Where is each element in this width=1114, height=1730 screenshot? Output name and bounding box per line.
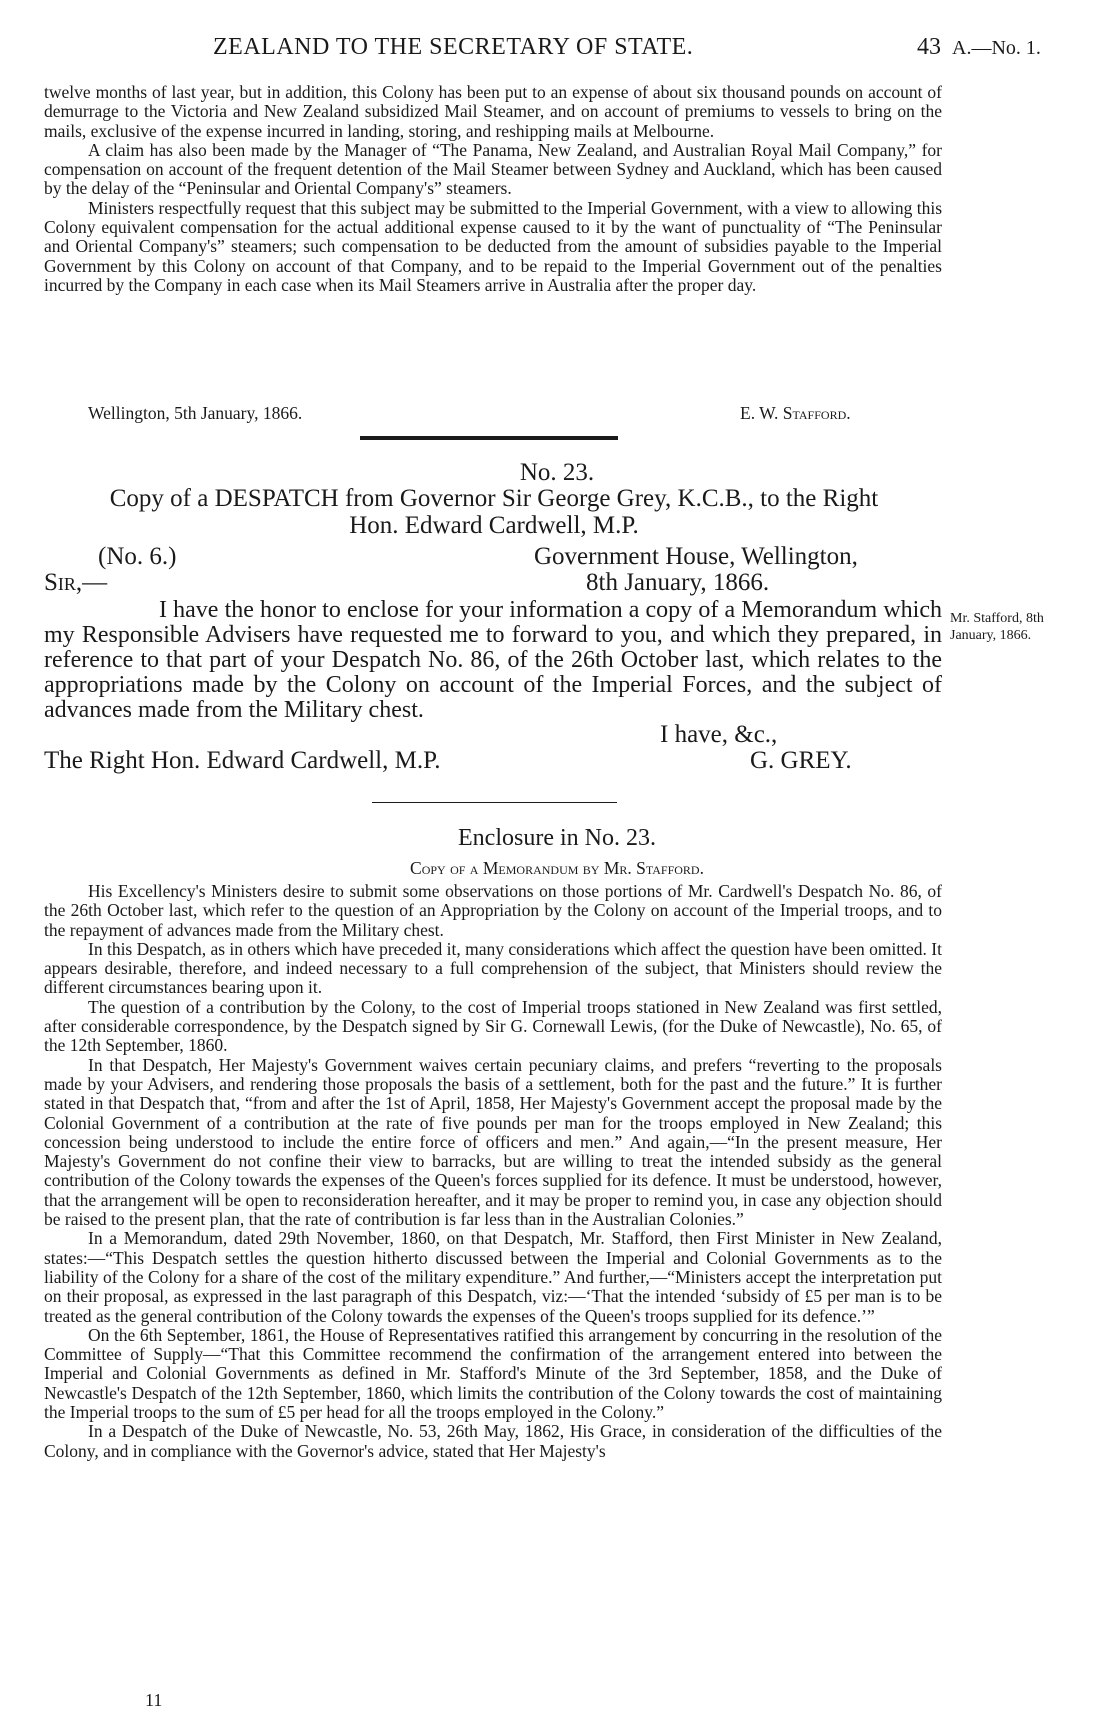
despatch-title-line: Copy of a DESPATCH from Governor Sir George Grey, K.C.B., to the Right bbox=[109, 485, 879, 512]
memo-paragraph: twelve months of last year, but in addition, this Colony has been put to an expense of about six thousand pounds on account of demurrage to the Victoria and New Zealand subsidized Mail Steamer, and on account of premiums to vessels to bring on the mails, exclusive of the expense incurred in landing, storing, and reshipping mails at Melbourne. bbox=[44, 82, 942, 141]
despatch-body bbox=[44, 598, 942, 723]
despatch-addressee: The Right Hon. Edward Cardwell, M.P. bbox=[44, 747, 441, 774]
memo-signature: E. W. Stafford. bbox=[740, 403, 851, 423]
enclosure-body bbox=[44, 882, 942, 1461]
memorandum-continued bbox=[44, 83, 942, 295]
margin-note-line: January, 1866. bbox=[950, 628, 1032, 643]
despatch-address: Government House, Wellington, bbox=[534, 543, 858, 570]
page-number: 43 bbox=[917, 34, 941, 60]
despatch-closing: I have, &c., bbox=[660, 721, 778, 748]
enclosure-paragraph: In that Despatch, Her Majesty's Government waives certain pecuniary claims, and prefers “reverting to the proposals made by your Advisers, and rendering those proposals the basis of a settlement, both for the past and the future.” It is further stated in that Despatch that, “from and after the 1st of April, 1858, Her Majesty's Government accept the proposal made by the Colonial Government of a contribution at the rate of five pounds per man for the troops employed in New Zealand; this concession being understood to include the entire force of officers and men.” And again,—“In the present measure, Her Majesty's Government do not confine their view to barracks, but are willing to treat the intended subsidy as the general contribution of the Colony towards the expenses of the Queen's forces supplied for its defence. It must be understood, however, that the arrangement will be open to reconsideration hereafter, and it may be proper to remind you, in case any objection should be raised to the present plan, that the rate of contribution is far less than in the Australian Colonies.” bbox=[44, 1054, 942, 1230]
despatch-ref-no: (No. 6.) bbox=[98, 543, 177, 570]
despatch-heading bbox=[44, 486, 944, 539]
despatch-number: No. 23. bbox=[519, 459, 595, 486]
section-divider bbox=[360, 436, 618, 440]
despatch-signatory: G. GREY. bbox=[750, 747, 852, 774]
enclosure-paragraph: His Excellency's Ministers desire to submit some observations on those portions of Mr. Cardwell's Despatch No. 86, of the 26th October last, which refer to the question of an Appropriation by the Colony on account of the Imperial troops, and to the repayment of advances made from the Military chest. bbox=[44, 881, 942, 940]
enclosure-paragraph: In this Despatch, as in others which have preceded it, many considerations which affect the question have been omitted. It appears desirable, therefore, and indeed necessary to a full comprehension of the subject, that Ministers should review the different circumstances bearing upon it. bbox=[44, 938, 942, 998]
running-title: ZEALAND TO THE SECRETARY OF STATE. bbox=[213, 34, 694, 60]
margin-note bbox=[950, 610, 1110, 644]
paper-reference: A.—No. 1. bbox=[952, 37, 1041, 59]
despatch-salutation: Sir,— bbox=[44, 569, 108, 596]
memo-signature-line bbox=[0, 403, 1114, 425]
memo-paragraph: Ministers respectfully request that this subject may be submitted to the Imperial Government, with a view to allowing this Colony equivalent compensation for the actual additional expense caused to it by the want of punctuality of “The Peninsular and Oriental Company's” steamers; such compensation to be deducted from the amount of subsidies payable to the Imperial Government by this Colony on account of that Company, and to be repaid to the Imperial Government out of the penalties incurred by the Company in each case when its Mail Steamers arrive in Australia after the proper day. bbox=[44, 197, 942, 295]
enclosure-paragraph: In a Memorandum, dated 29th November, 1860, on that Despatch, Mr. Stafford, then First Minister in New Zealand, states:—“This Despatch settles the question hitherto discussed between the Imperial and Colonial Governments as to the liability of the Colony for a share of the cost of the military expenditure.” And further,—“Ministers accept the interpretation put on their proposal, as expressed in the last paragraph of this Despatch, viz:—‘That the intended ‘subsidy of £5 per man is to be treated as the general contribution of the Colony towards the expenses of the Queen's troops supplied for its defence.’” bbox=[44, 1228, 942, 1326]
despatch-title-line: Hon. Edward Cardwell, M.P. bbox=[349, 511, 639, 539]
despatch-body-text: I have the honor to enclose for your information a copy of a Memorandum which my Responsible Advisers have requested me to forward to you, and which they prepared, in reference to that part of your Despatch No. 86, of the 26th October last, which relates to the appropriations made by the Colony on account of the Imperial Forces, and the subject of advances made from the Military chest. bbox=[44, 597, 942, 723]
memo-place-date: Wellington, 5th January, 1866. bbox=[88, 403, 303, 423]
enclosure-title: Enclosure in No. 23. bbox=[458, 825, 656, 851]
enclosure-paragraph: The question of a contribution by the Colony, to the cost of Imperial troops stationed in New Zealand was first settled, after considerable correspondence, by the Despatch signed by Sir G. Cornewall Lewis, (for the Duke of Newcastle), No. 65, of the 12th September, 1860. bbox=[44, 996, 942, 1056]
memo-paragraph: A claim has also been made by the Manager of “The Panama, New Zealand, and Australian Royal Mail Company,” for compensation on account of the frequent detention of the Mail Steamer between Sydney and Auckland, which has been caused by the delay of the “Peninsular and Oriental Company's” steamers. bbox=[44, 139, 942, 199]
enclosure-paragraph: On the 6th September, 1861, the House of Representatives ratified this arrangement by concurring in the resolution of the Committee of Supply—“That this Committee recommend the confirmation of the arrangement entered into between the Imperial and Colonial Governments as defined in Mr. Stafford's Minute of the 3rd September, 1858, and the Duke of Newcastle's Despatch of the 12th September, 1860, which limits the contribution of the Colony towards the cost of maintaining the Imperial troops to the sum of £5 per head for all the troops employed in the Colony.” bbox=[44, 1324, 942, 1423]
margin-note-line: Mr. Stafford, 8th bbox=[950, 611, 1044, 626]
enclosure-subtitle: Copy of a Memorandum by Mr. Stafford. bbox=[410, 858, 704, 878]
signature-mark: 11 bbox=[145, 1690, 163, 1710]
enclosure-paragraph: In a Despatch of the Duke of Newcastle, No. 53, 26th May, 1862, His Grace, in consideration of the difficulties of the Colony, and in compliance with the Governor's advice, stated that Her Majesty's bbox=[44, 1421, 942, 1461]
despatch-date: 8th January, 1866. bbox=[586, 569, 770, 596]
page-header bbox=[0, 34, 1114, 64]
section-divider bbox=[372, 802, 617, 803]
